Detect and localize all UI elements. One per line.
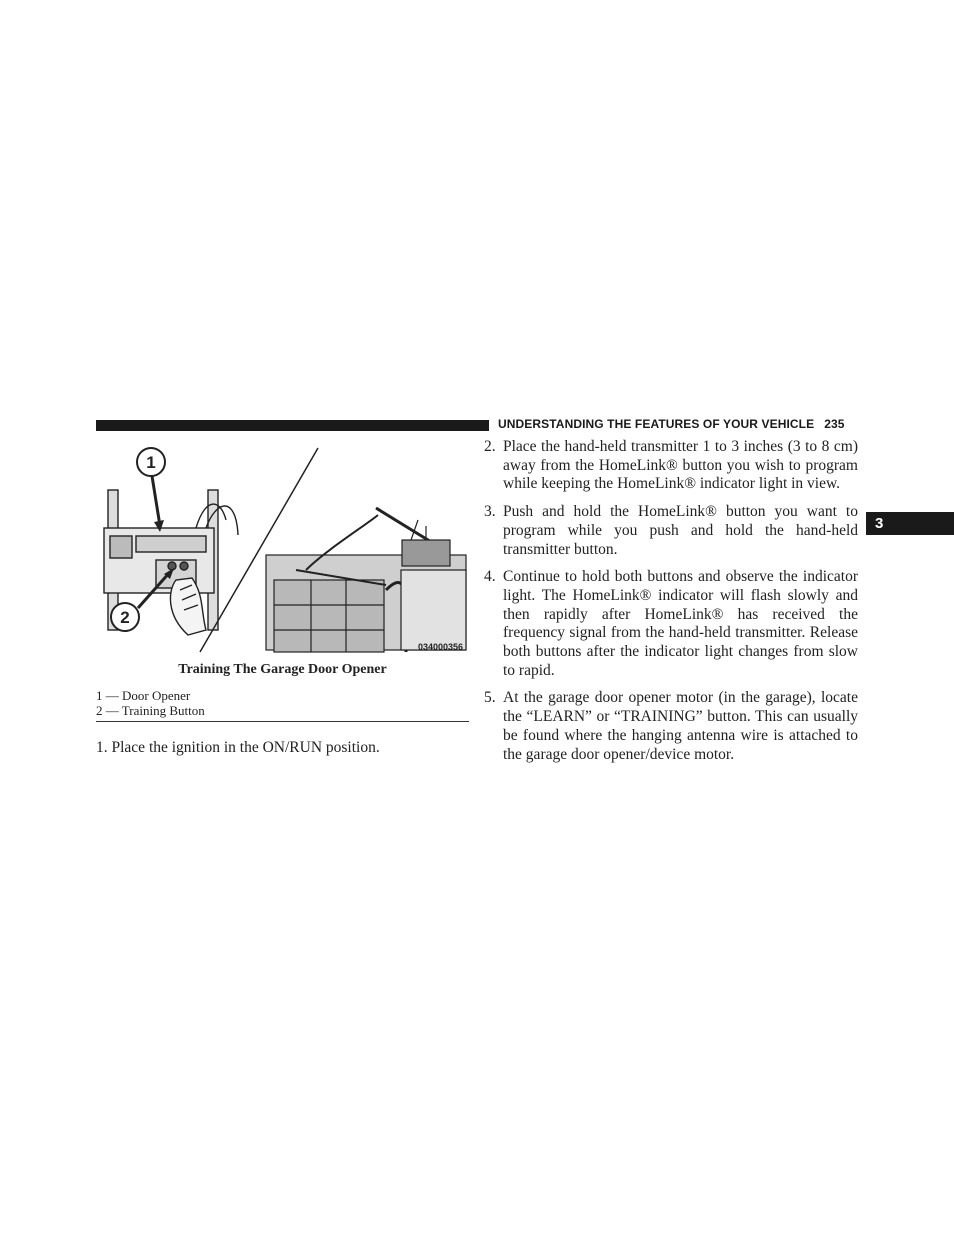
callout-2-label: 2 bbox=[120, 608, 130, 627]
section-title: UNDERSTANDING THE FEATURES OF YOUR VEHICLE bbox=[498, 417, 815, 431]
garage-interior-drawing bbox=[266, 508, 466, 652]
callout-1-label: 1 bbox=[146, 453, 156, 472]
step-text: Continue to hold both buttons and observe the indicator light. The HomeLink® indicator will flash slowly and then rapidly after HomeLink® has received the frequency signal from the hand-held transmitter. Release both buttons after the indicator light changes from slow to rapid. bbox=[503, 568, 858, 679]
chapter-tab: 3 bbox=[866, 512, 954, 535]
step-5 bbox=[484, 689, 858, 764]
step-4 bbox=[484, 568, 858, 680]
step-text: At the garage door opener motor (in the garage), locate the “LEARN” or “TRAINING” button. This can usually be found where the hanging antenna wire is attached to the garage door opener/device motor. bbox=[503, 689, 858, 763]
legend-item: 1 — Door Opener bbox=[96, 688, 191, 703]
header-bar bbox=[96, 420, 489, 431]
page-number: 235 bbox=[824, 417, 845, 431]
step-text: Place the ignition in the ON/RUN position. bbox=[111, 739, 380, 756]
step-text: Place the hand-held transmitter 1 to 3 inches (3 to 8 cm) away from the HomeLink® button you wish to program while keeping the HomeLink® indicator light in view. bbox=[503, 438, 858, 493]
garage-door-opener-illustration bbox=[96, 440, 469, 655]
step-number: 4. bbox=[484, 568, 496, 586]
step-number: 2. bbox=[484, 438, 496, 455]
step-1 bbox=[96, 739, 380, 757]
figure-legend bbox=[96, 688, 205, 718]
figure-caption: Training The Garage Door Opener bbox=[178, 662, 387, 677]
legend-divider bbox=[96, 721, 469, 722]
step-text: Push and hold the HomeLink® button you want to program while you push and hold the hand-held transmitter button. bbox=[503, 503, 858, 558]
right-column bbox=[484, 438, 858, 773]
image-code: 034000356 bbox=[418, 642, 464, 652]
step-number: 5. bbox=[484, 689, 496, 707]
running-header bbox=[498, 417, 845, 431]
step-3 bbox=[484, 503, 858, 559]
step-2 bbox=[484, 438, 858, 494]
legend-item: 2 — Training Button bbox=[96, 703, 205, 718]
callout-1 bbox=[137, 448, 165, 532]
step-number: 1. bbox=[96, 739, 108, 756]
step-number: 3. bbox=[484, 503, 496, 521]
